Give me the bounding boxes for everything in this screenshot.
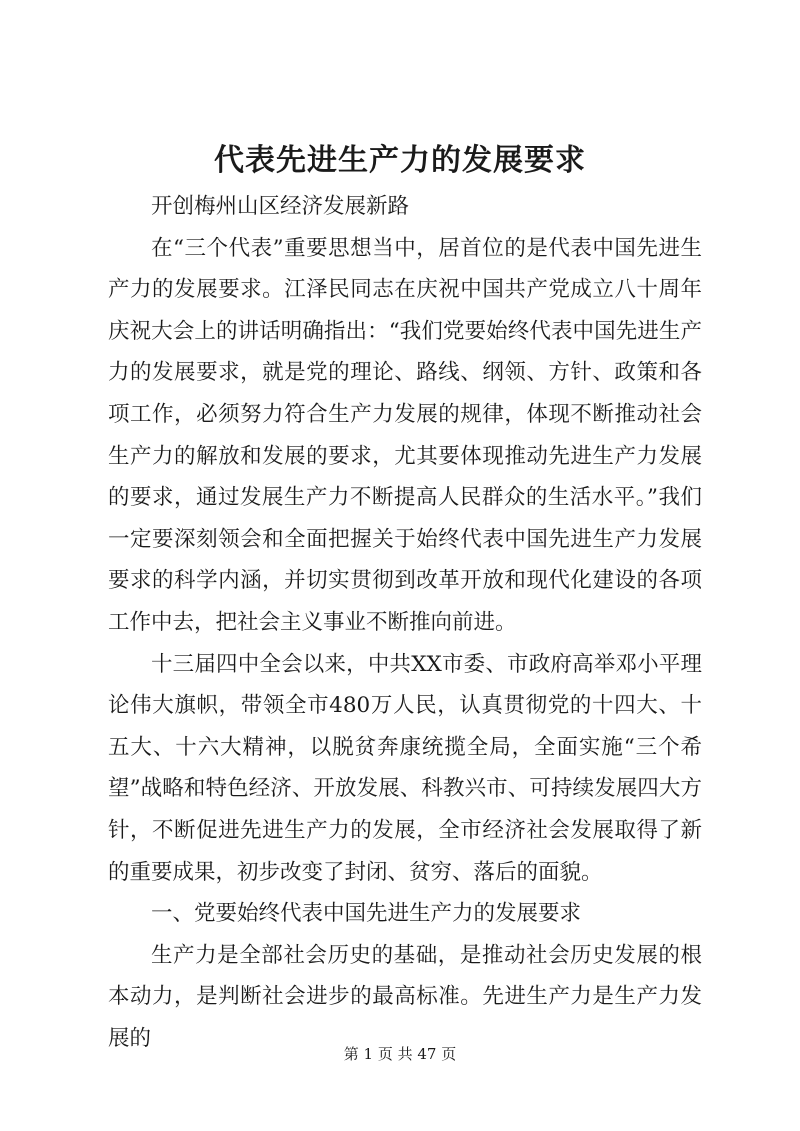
- body-paragraph: 十三届四中全会以来，中共XX市委、市政府高举邓小平理论伟大旗帜，带领全市480万人民，认真贯彻党的十四大、十五大、十六大精神，以脱贫奔康统揽全局，全面实施“三个希望”战略和特色经济、开放发展、科教兴市、可持续发展四大方针，不断促进先进生产力的发展，全市经济社会发展取得了新的重要成果，初步改变了封闭、贫穷、落后的面貌。: [108, 651, 702, 885]
- page-footer: 第 1 页 共 47 页: [343, 1045, 457, 1063]
- document-title: 代表先进生产力的发展要求: [214, 143, 586, 178]
- document-body: [108, 186, 702, 1059]
- body-paragraph: 生产力是全部社会历史的基础，是推动社会历史发展的根本动力，是判断社会进步的最高标准。先进生产力是生产力发展的: [108, 942, 702, 1051]
- subtitle-paragraph: 开创梅州山区经济发展新路: [151, 194, 410, 219]
- section-heading: 一、党要始终代表中国先进生产力的发展要求: [151, 901, 582, 927]
- body-paragraph: 在“三个代表”重要思想当中，居首位的是代表中国先进生产力的发展要求。江泽民同志在庆祝中国共产党成立八十周年庆祝大会上的讲话明确指出：“我们党要始终代表中国先进生产力的发展要求，就是党的理论、路线、纲领、方针、政策和各项工作，必须努力符合生产力发展的规律，体现不断推动社会生产力的解放和发展的要求，尤其要体现推动先进生产力发展的要求，通过发展生产力不断提高人民群众的生活水平。”我们一定要深刻领会和全面把握关于始终代表中国先进生产力发展要求的科学内涵，并切实贯彻到改革开放和现代化建设的各项工作中去，把社会主义事业不断推向前进。: [108, 235, 702, 635]
